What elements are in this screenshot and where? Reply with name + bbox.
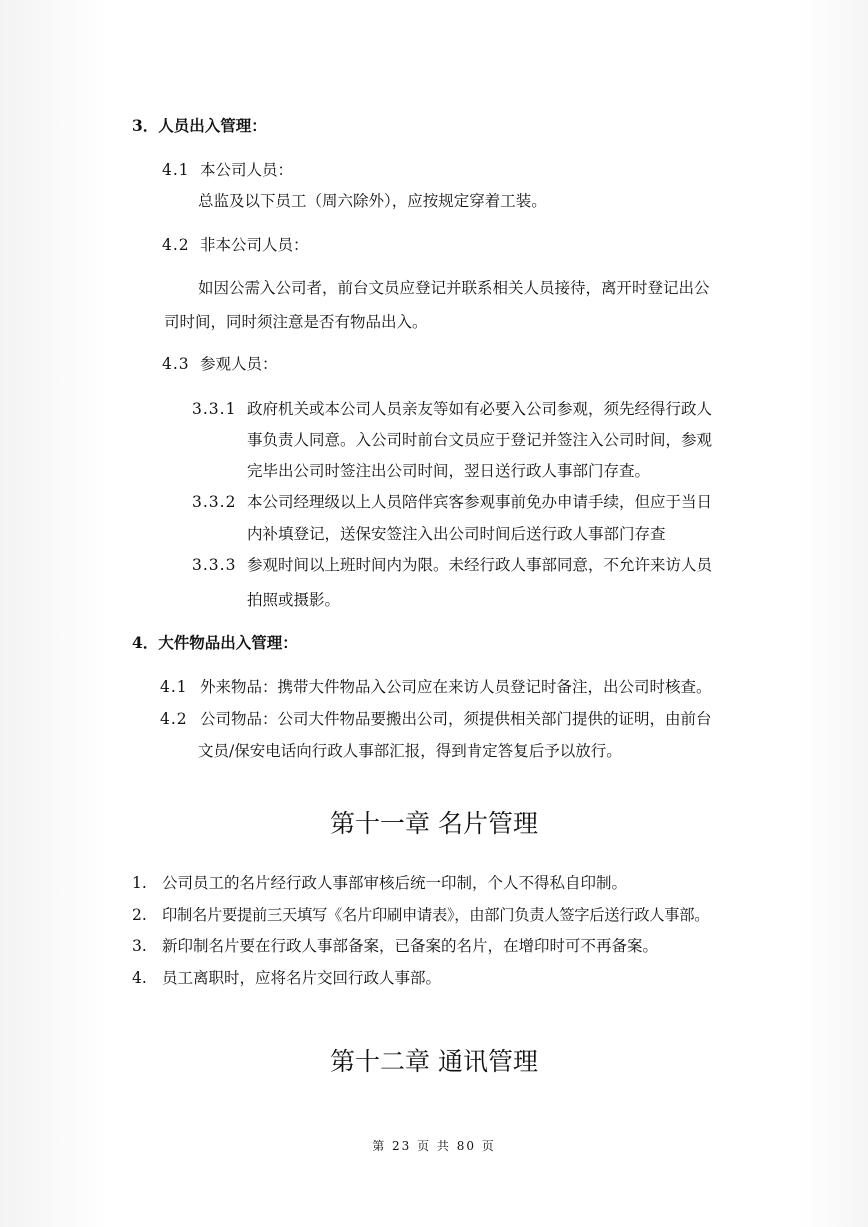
list-item-number: 4.	[132, 969, 147, 987]
subitem-line: 事负责人同意。入公司时前台文员应于登记并签注入公司时间，参观	[247, 431, 713, 449]
item-line: 公司物品：公司大件物品要搬出公司，须提供相关部门提供的证明，由前台	[200, 710, 712, 728]
subitem-line: 拍照或摄影。	[247, 591, 341, 609]
item-label: 本公司人员：	[200, 161, 294, 179]
subitem-line: 内补填登记，送保安签注入出公司时间后送行政人事部门存查	[247, 525, 666, 543]
item-label: 参观人员：	[200, 355, 278, 373]
chapter-11-title: 第十一章 名片管理	[330, 809, 538, 838]
list-item-number: 2.	[132, 906, 147, 924]
page-shadow-right	[798, 0, 868, 1227]
section-4-heading: 4．大件物品出入管理：	[132, 633, 298, 652]
list-item: 印制名片要提前三天填写《名片印刷申请表》，由部门负责人签字后送行政人事部。	[162, 906, 710, 924]
paragraph-line: 司时间，同时须注意是否有物品出入。	[164, 313, 428, 331]
subitem-line: 完毕出公司时签注出公司时间，翌日送行政人事部门存查。	[247, 462, 651, 480]
item-number: 4.2	[162, 236, 190, 254]
subitem-number: 3.3.3	[192, 556, 237, 574]
paragraph-line: 如因公需入公司者，前台文员应登记并联系相关人员接待，离开时登记出公	[198, 279, 710, 297]
section-3-heading: 3．人员出入管理：	[132, 116, 267, 135]
subitem-line: 参观时间以上班时间内为限。未经行政人事部同意，不允许来访人员	[247, 556, 713, 574]
item-number: 4.1	[160, 678, 188, 696]
item-number: 4.2	[160, 710, 188, 728]
list-item: 员工离职时，应将名片交回行政人事部。	[162, 969, 442, 987]
item-text: 外来物品：携带大件物品入公司应在来访人员登记时备注，出公司时核查。	[200, 678, 712, 696]
item-number: 4.3	[162, 355, 190, 373]
item-label: 非本公司人员：	[200, 236, 309, 254]
item-line: 文员/保安电话向行政人事部汇报，得到肯定答复后予以放行。	[198, 742, 622, 760]
paragraph: 总监及以下员工（周六除外），应按规定穿着工装。	[198, 192, 547, 210]
subitem-line: 政府机关或本公司人员亲友等如有必要入公司参观，须先经得行政人	[247, 400, 713, 418]
subitem-number: 3.3.1	[192, 400, 237, 418]
list-item: 新印制名片要在行政人事部备案，已备案的名片，在增印时可不再备案。	[162, 937, 659, 955]
list-item-number: 1.	[132, 874, 147, 892]
page-shadow-left	[0, 0, 110, 1227]
subitem-line: 本公司经理级以上人员陪伴宾客参观事前免办申请手续，但应于当日	[247, 493, 713, 511]
list-item: 公司员工的名片经行政人事部审核后统一印制，个人不得私自印制。	[162, 874, 628, 892]
list-item-number: 3.	[132, 937, 147, 955]
page-number-footer: 第 23 页 共 80 页	[372, 1139, 496, 1153]
subitem-number: 3.3.2	[192, 493, 237, 511]
item-number: 4.1	[162, 161, 190, 179]
chapter-12-title: 第十二章 通讯管理	[330, 1047, 538, 1076]
